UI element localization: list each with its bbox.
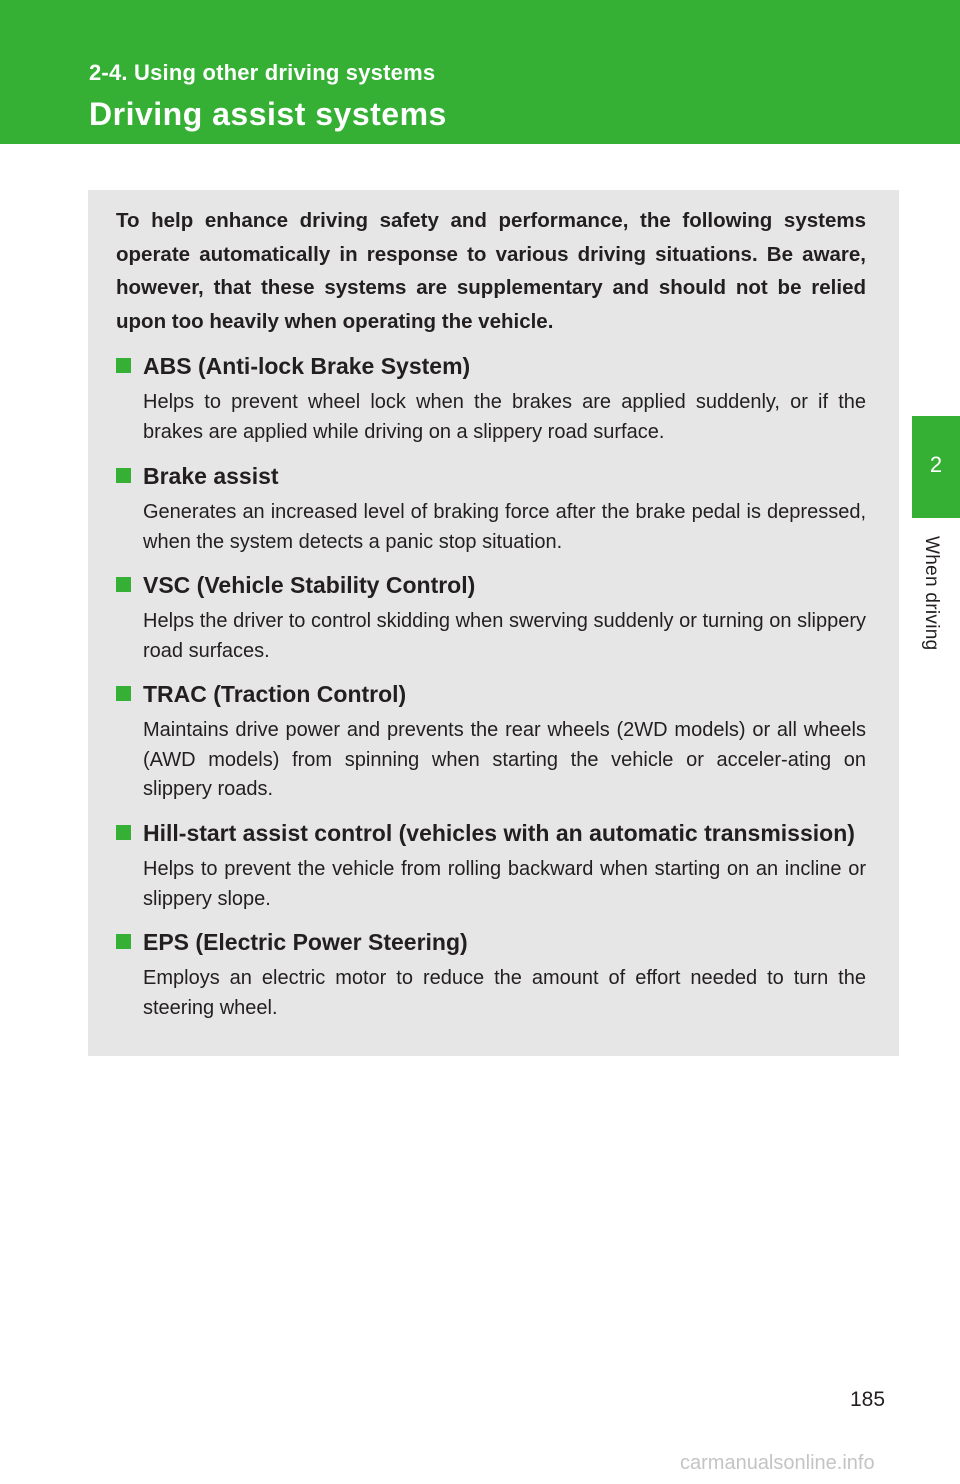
feature-description: Helps the driver to control skidding when swerving suddenly or turning on slippery road surfaces. [143,610,866,662]
feature-title: Hill-start assist control (vehicles with an automatic transmission) [143,820,855,846]
feature-description: Helps to prevent the vehicle from rolling backward when starting on an incline or slippery slope. [143,858,866,910]
feature-item-trac [116,679,866,805]
feature-item-brake-assist [116,461,866,557]
feature-title: Brake assist [143,463,279,489]
feature-heading [116,679,866,709]
square-bullet-icon [116,468,131,483]
feature-description: Employs an electric motor to reduce the amount of effort needed to turn the steering wheel. [143,967,866,1019]
feature-description: Generates an increased level of braking force after the brake pedal is depressed, when the system detects a panic stop situation. [143,501,866,553]
chapter-tab-label: When driving [921,536,942,651]
square-bullet-icon [116,934,131,949]
chapter-tab [912,416,960,518]
feature-title: VSC (Vehicle Stability Control) [143,572,476,598]
section-label: 2-4. Using other driving systems [89,60,436,85]
feature-item-eps [116,927,866,1023]
feature-heading [116,927,866,957]
intro-paragraph: To help enhance driving safety and performance, the following systems operate automatically in response to various driving situations. Be aware, however, that these systems are supplementary and should not be relied upon too heavily when operating the vehicle. [116,209,866,333]
square-bullet-icon [116,577,131,592]
chapter-header [0,0,960,144]
watermark: carmanualsonline.info [680,1452,875,1474]
square-bullet-icon [116,686,131,701]
feature-description: Helps to prevent wheel lock when the brakes are applied suddenly, or if the brakes are applied while driving on a slippery road surface. [143,391,866,443]
feature-heading [116,818,866,848]
feature-description: Maintains drive power and prevents the rear wheels (2WD models) or all wheels (AWD models) from spinning when starting the vehicle or acceler-ating on slippery roads. [143,719,866,800]
feature-title: ABS (Anti-lock Brake System) [143,353,471,379]
square-bullet-icon [116,358,131,373]
page-number: 185 [850,1388,886,1411]
feature-item-vsc [116,570,866,666]
feature-title: EPS (Electric Power Steering) [143,929,468,955]
info-box [88,190,899,1056]
feature-item-hill-start-assist [116,818,866,914]
feature-heading [116,570,866,600]
feature-heading [116,461,866,491]
feature-item-abs [116,351,866,447]
page-title: Driving assist systems [89,96,447,132]
chapter-number: 2 [929,452,943,477]
feature-heading [116,351,866,381]
square-bullet-icon [116,825,131,840]
feature-title: TRAC (Traction Control) [143,681,407,707]
